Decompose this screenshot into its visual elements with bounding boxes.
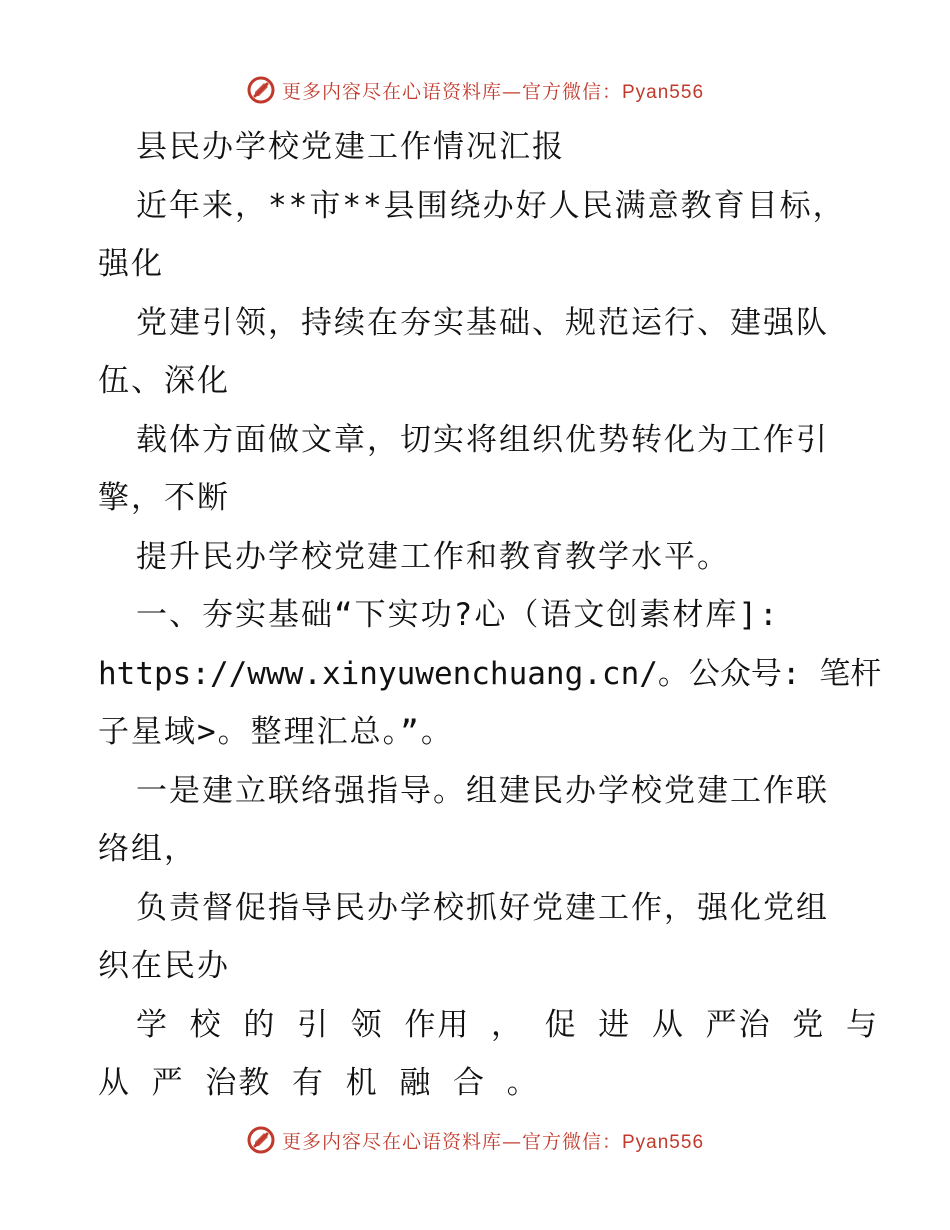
text-line: 擎，不断: [98, 480, 230, 516]
text-line: 学 校 的 引 领 作用 ， 促 进 从 严治 党 与: [136, 1006, 879, 1043]
text-line: 一、夯实基础“下实功?心（语文创素材库]:: [136, 597, 780, 633]
text-line: 负责督促指导民办学校抓好党建工作，强化党组: [136, 889, 829, 926]
banner-text: [282, 77, 704, 104]
text-line: 子星域>。整理汇总。”。: [98, 714, 454, 750]
text-line: 伍、深化: [98, 363, 230, 399]
text-line: 载体方面做文章，切实将组织优势转化为工作引: [136, 421, 829, 458]
document-body: [98, 118, 882, 1113]
footer-banner: [0, 1120, 950, 1160]
header-banner: [0, 70, 950, 110]
text-line: 提升民办学校党建工作和教育教学水平。: [136, 538, 730, 575]
wechat-id: Pyan556: [622, 81, 705, 103]
text-line: https://www.xinyuwenchuang.cn/。公众号: 笔杆: [98, 655, 882, 692]
document-title: 县民办学校党建工作情况汇报: [136, 129, 565, 165]
text-line: 络组，: [98, 831, 197, 867]
text-line: 近年来，**市**县围绕办好人民满意教育目标，: [136, 187, 846, 224]
wechat-id: Pyan556: [622, 1131, 705, 1153]
text-line: 从 严 治教 有 机 融 合 。: [98, 1065, 540, 1101]
red-quill-seal-icon: [246, 75, 276, 105]
text-line: 织在民办: [98, 948, 230, 984]
text-line: 党建引领，持续在夯实基础、规范运行、建强队: [136, 304, 829, 341]
banner-label: 更多内容尽在心语资料库—官方微信：: [281, 1130, 622, 1153]
text-line: 一是建立联络强指导。组建民办学校党建工作联: [136, 772, 829, 809]
red-quill-seal-icon: [246, 1125, 276, 1155]
banner-label: 更多内容尽在心语资料库—官方微信：: [281, 80, 622, 103]
text-line: 强化: [98, 246, 164, 282]
banner-text: [282, 1127, 704, 1154]
